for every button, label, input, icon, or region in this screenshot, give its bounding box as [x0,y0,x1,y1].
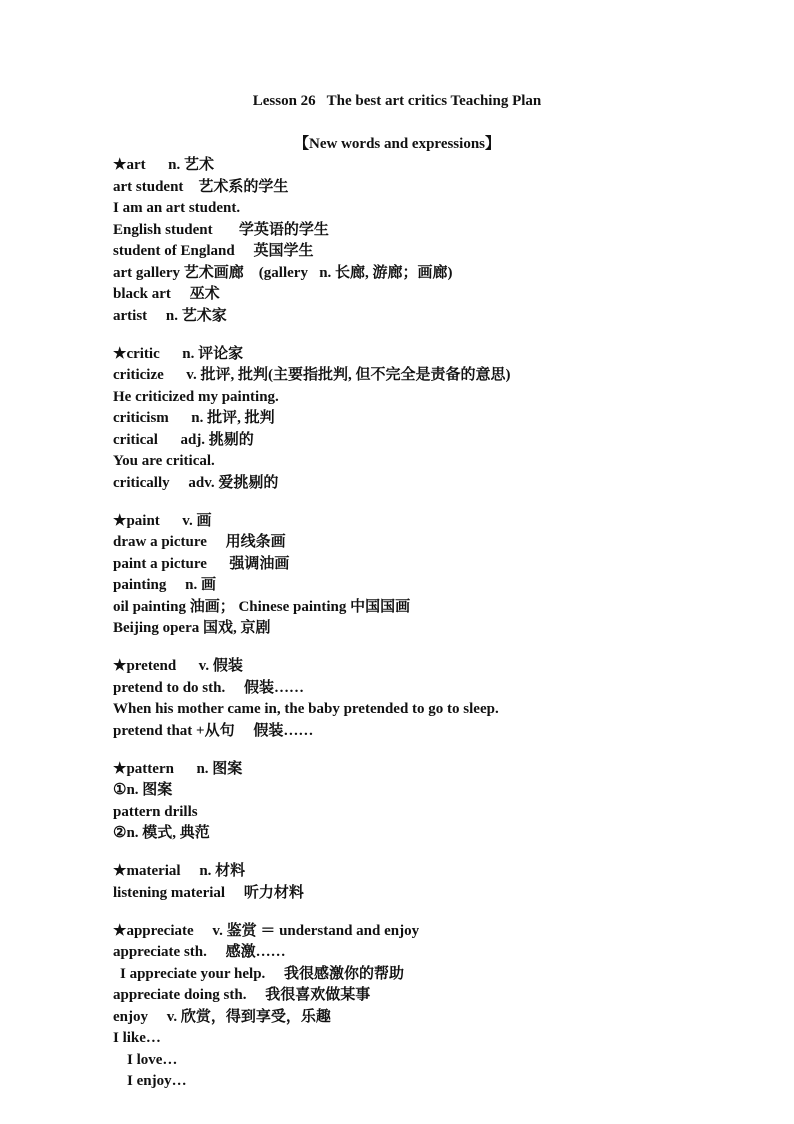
vocab-line: I enjoy… [127,1073,187,1089]
vocab-line: I am an art student. [113,200,241,216]
vocab-line: ★pretend v. 假装 [113,658,243,674]
vocab-line: painting n. 画 [113,577,216,593]
vocab-line: oil painting 油画； Chinese painting 中国国画 [113,598,411,615]
vocab-line: I appreciate your help. 我很感激你的帮助 [120,965,405,982]
vocab-line: appreciate doing sth. 我很喜欢做某事 [113,987,371,1003]
vocab-line: critical adj. 挑剔的 [113,431,254,448]
vocab-line: art student 艺术系的学生 [113,178,289,195]
vocab-line: ★art n. 艺术 [113,157,214,173]
section-header: 【New words and expressions】 [294,136,500,152]
vocab-line: Beijing opera 国戏, 京剧 [113,620,271,636]
vocab-line: artist n. 艺术家 [113,307,227,324]
vocab-line: appreciate sth. 感激…… [113,944,286,960]
vocabulary-list [113,155,773,1093]
vocab-line: ①n. 图案 [113,782,173,798]
vocab-line: English student 学英语的学生 [113,221,329,238]
vocab-line: I love… [127,1051,178,1068]
vocab-line: ★pattern n. 图案 [113,760,243,777]
vocab-line: I like… [113,1030,161,1046]
vocab-line: art gallery 艺术画廊 (gallery n. 长廊, 游廊；画廊) [113,264,453,281]
vocab-line: ★material n. 材料 [113,863,246,879]
vocab-line: student of England 英国学生 [113,243,314,259]
vocab-line: pattern drills [113,803,198,820]
vocab-line: draw a picture 用线条画 [113,534,286,550]
vocab-line: ★paint v. 画 [113,512,212,529]
vocab-line: ②n. 模式, 典范 [113,825,210,841]
vocab-line: ★critic n. 评论家 [113,345,244,362]
vocab-line: criticize v. 批评, 批判(主要指批判, 但不完全是责备的意思) [113,367,511,383]
vocab-line: paint a picture 强调油画 [113,555,290,572]
document-title: Lesson 26 The best art critics Teaching Plan [252,93,542,109]
vocab-line: black art 巫术 [113,286,220,302]
vocab-line: pretend to do sth. 假装…… [113,679,304,696]
vocab-line: He criticized my painting. [113,388,279,405]
vocab-line: criticism n. 批评, 批判 [113,410,275,426]
vocab-line: critically adv. 爱挑剔的 [113,474,279,491]
vocab-line: listening material 听力材料 [113,884,304,901]
vocab-line: enjoy v. 欣赏，得到享受，乐趣 [113,1008,331,1025]
vocab-line: pretend that +从句 假装…… [113,722,314,739]
vocab-line: ★appreciate v. 鉴赏 ＝ understand and enjoy [113,922,420,939]
vocab-line: You are critical. [113,453,215,469]
vocab-line: When his mother came in, the baby pretended to go to sleep. [113,701,499,717]
